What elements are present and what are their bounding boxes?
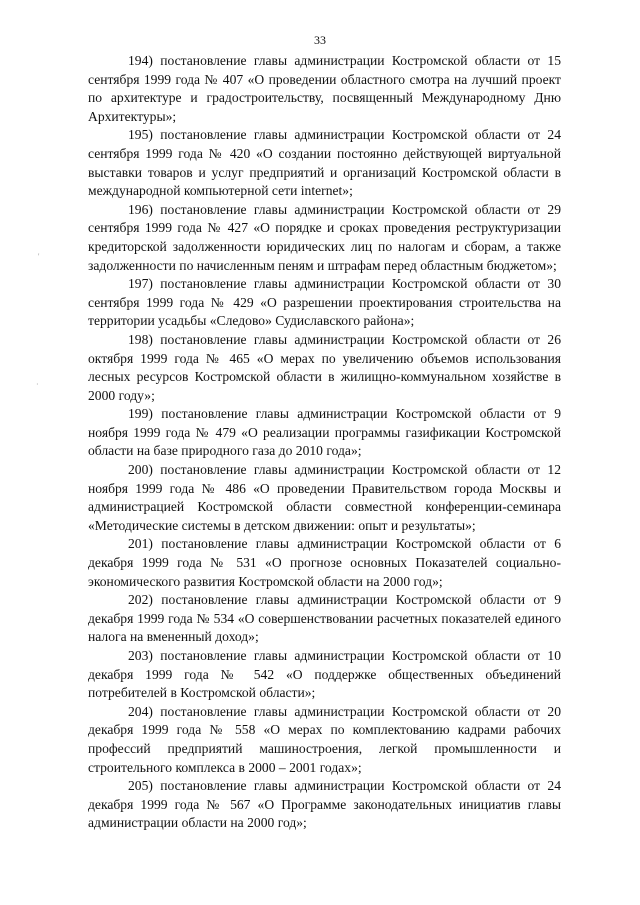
list-item: 198) постановление главы администрации Костромской области от 26 октября 1999 года № 465 «О мерах по увеличению объемов использования лесных ресурсов Костромской области в жилищно-коммунальном хозяйстве в 2000 году»; xyxy=(88,331,561,403)
list-item: 200) постановление главы администрации Костромской области от 12 ноября 1999 года № 486 «О проведении Правительством города Москвы и администрацией Костромской области совместной конференции-семинара «Методические системы в детском движении: опыт и результаты»; xyxy=(88,462,561,533)
list-item: 196) постановление главы администрации Костромской области от 29 сентября 1999 года № 427 «О порядке и сроках проведения реструктуризации кредиторской задолженности юридических лиц по налогам и сборам, а также задолженности по начисленным пеням и штрафам перед областным бюджетом»; xyxy=(88,201,561,273)
list-item: 201) постановление главы администрации Костромской области от 6 декабря 1999 года № 531 «О прогнозе основных Показателей социально-экономического развития Костромской области на 2000 год»; xyxy=(88,536,561,589)
list-item: 195) постановление главы администрации Костромской области от 24 сентября 1999 года № 420 «О создании постоянно действующей виртуальной выставки товаров и услуг предприятий и организаций Костромской области в международной компьютерной сети internet»; xyxy=(88,127,561,199)
page-number: 33 xyxy=(314,33,326,47)
list-item: 205) постановление главы администрации Костромской области от 24 декабря 1999 года № 567 «О Программе законодательных инициатив главы администрации области на 2000 год»; xyxy=(88,778,561,831)
list-item: 204) постановление главы администрации Костромской области от 20 декабря 1999 года № 558 «О мерах по комплектованию кадрами рабочих профессий предприятий машиностроения, легкой промышленности и строительного комплекса в 2000 – 2001 годах»; xyxy=(88,703,561,775)
list-item: 203) постановление главы администрации Костромской области от 10 декабря 1999 года № 542 «О поддержке общественных объединений потребителей в Костромской области»; xyxy=(88,648,561,701)
list-item: 199) постановление главы администрации Костромской области от 9 ноября 1999 года № 479 «О реализации программы газификации Костромской области на базе природного газа до 2010 года»; xyxy=(88,406,561,459)
document-body xyxy=(88,52,561,833)
list-item: 194) постановление главы администрации Костромской области от 15 сентября 1999 года № 407 «О проведении областного смотра на лучший проект по архитектуре и градостроительству, посвященный Международному Дню Архитектуры»; xyxy=(88,53,561,124)
scan-mark: ' xyxy=(38,252,40,261)
list-item: 197) постановление главы администрации Костромской области от 30 сентября 1999 года № 429 «О разрешении проектирования строительства на территории усадьбы «Следово» Судиславского района»; xyxy=(88,276,561,329)
scan-mark: · xyxy=(36,380,39,389)
list-item: 202) постановление главы администрации Костромской области от 9 декабря 1999 года № 534 «О совершенствовании расчетных показателей единого налога на вмененный доход»; xyxy=(88,592,561,645)
